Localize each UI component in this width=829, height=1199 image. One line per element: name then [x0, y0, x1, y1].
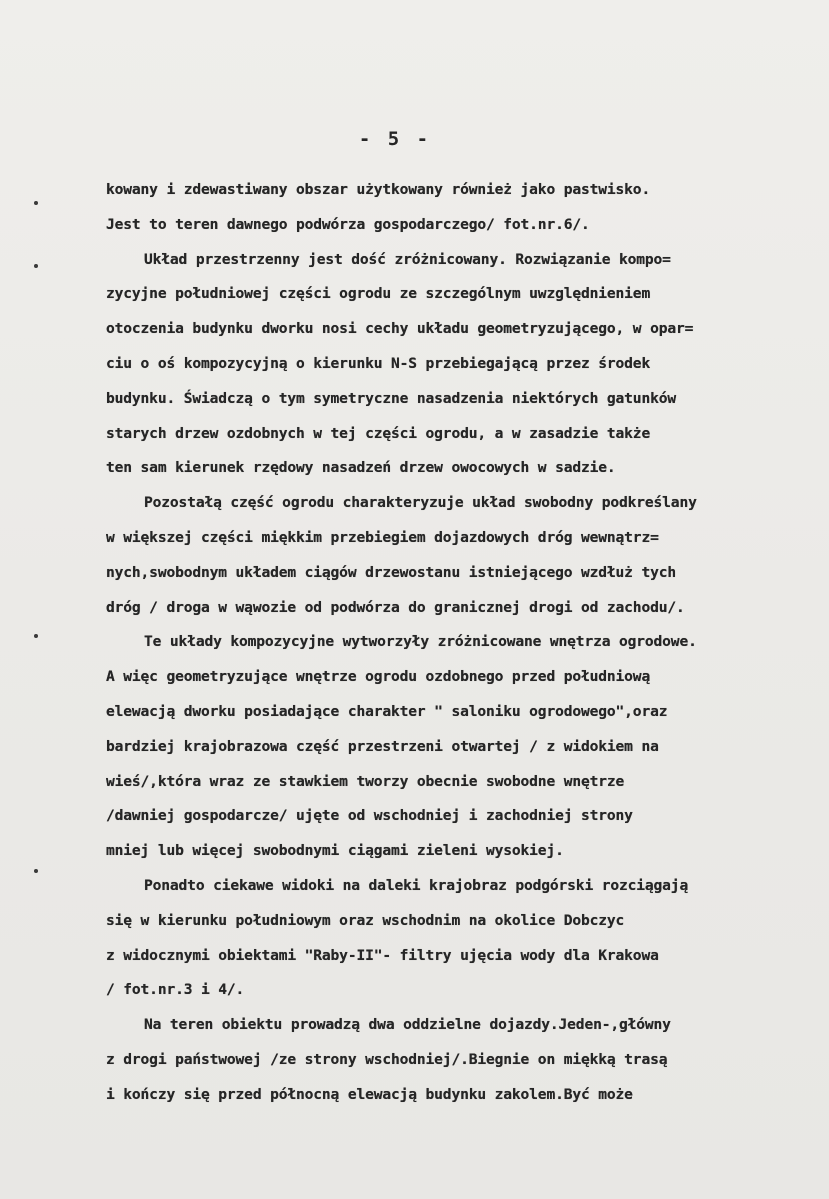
text-line: Ponadto ciekawe widoki na daleki krajobraz podgórski rozciągają	[144, 877, 689, 894]
punch-hole-mark	[34, 634, 38, 638]
text-line: bardziej krajobrazowa część przestrzeni otwartej / z widokiem na	[106, 737, 659, 755]
text-line: nych,swobodnym układem ciągów drzewostanu istniejącego wzdłuż tych	[106, 563, 676, 581]
text-line: ciu o oś kompozycyjną o kierunku N-S przebiegającą przez środek	[106, 355, 651, 372]
text-line: się w kierunku południowym oraz wschodnim na okolice Dobczyc	[106, 911, 625, 929]
text-line: wieś/,która wraz ze stawkiem tworzy obecnie swobodne wnętrze	[106, 772, 625, 790]
text-line: Jest to teren dawnego podwórza gospodarczego/ fot.nr.6/.	[106, 215, 590, 233]
punch-hole-mark	[34, 869, 38, 873]
text-line: Układ przestrzenny jest dość zróżnicowany. Rozwiązanie kompo=	[144, 250, 671, 268]
text-line: dróg / droga w wąwozie od podwórza do granicznej drogi od zachodu/.	[106, 598, 685, 616]
text-line: z widocznymi obiektami "Raby-II"- filtry ujęcia wody dla Krakowa	[106, 946, 659, 964]
punch-hole-mark	[34, 201, 38, 205]
text-line: Te układy kompozycyjne wytworzyły zróżnicowane wnętrza ogrodowe.	[144, 633, 697, 651]
text-line: / fot.nr.3 i 4/.	[106, 981, 245, 999]
text-line: i kończy się przed północną elewacją budynku zakolem.Być może	[106, 1085, 633, 1103]
text-line: w większej części miękkim przebiegiem dojazdowych dróg wewnątrz=	[106, 529, 659, 546]
text-line: otoczenia budynku dworku nosi cechy układu geometryzującego, w opar=	[106, 320, 694, 338]
text-line: zycyjne południowej części ogrodu ze szczególnym uwzględnieniem	[106, 285, 651, 303]
text-line: Na teren obiektu prowadzą dwa oddzielne dojazdy.Jeden-,główny	[144, 1016, 671, 1034]
text-line: /dawniej gospodarcze/ ujęte od wschodniej i zachodniej strony	[106, 807, 633, 825]
text-line: z drogi państwowej /ze strony wschodniej/.Biegnie on miękką trasą	[106, 1051, 668, 1068]
text-line: kowany i zdewastiwany obszar użytkowany również jako pastwisko.	[106, 181, 651, 198]
page-number: - 5 -	[358, 128, 432, 150]
punch-hole-mark	[34, 264, 38, 268]
text-line: A więc geometryzujące wnętrze ogrodu ozdobnego przed południową	[106, 668, 651, 686]
text-line: elewacją dworku posiadające charakter " saloniku ogrodowego",oraz	[106, 703, 668, 720]
text-line: Pozostałą część ogrodu charakteryzuje układ swobodny podkreślany	[144, 494, 697, 512]
text-line: budynku. Świadczą o tym symetryczne nasadzenia niektórych gatunków	[106, 389, 676, 407]
text-line: ten sam kierunek rzędowy nasadzeń drzew owocowych w sadzie.	[106, 459, 616, 477]
text-line: mniej lub więcej swobodnymi ciągami zieleni wysokiej.	[106, 842, 564, 860]
text-line: starych drzew ozdobnych w tej części ogrodu, a w zasadzie także	[106, 424, 651, 442]
